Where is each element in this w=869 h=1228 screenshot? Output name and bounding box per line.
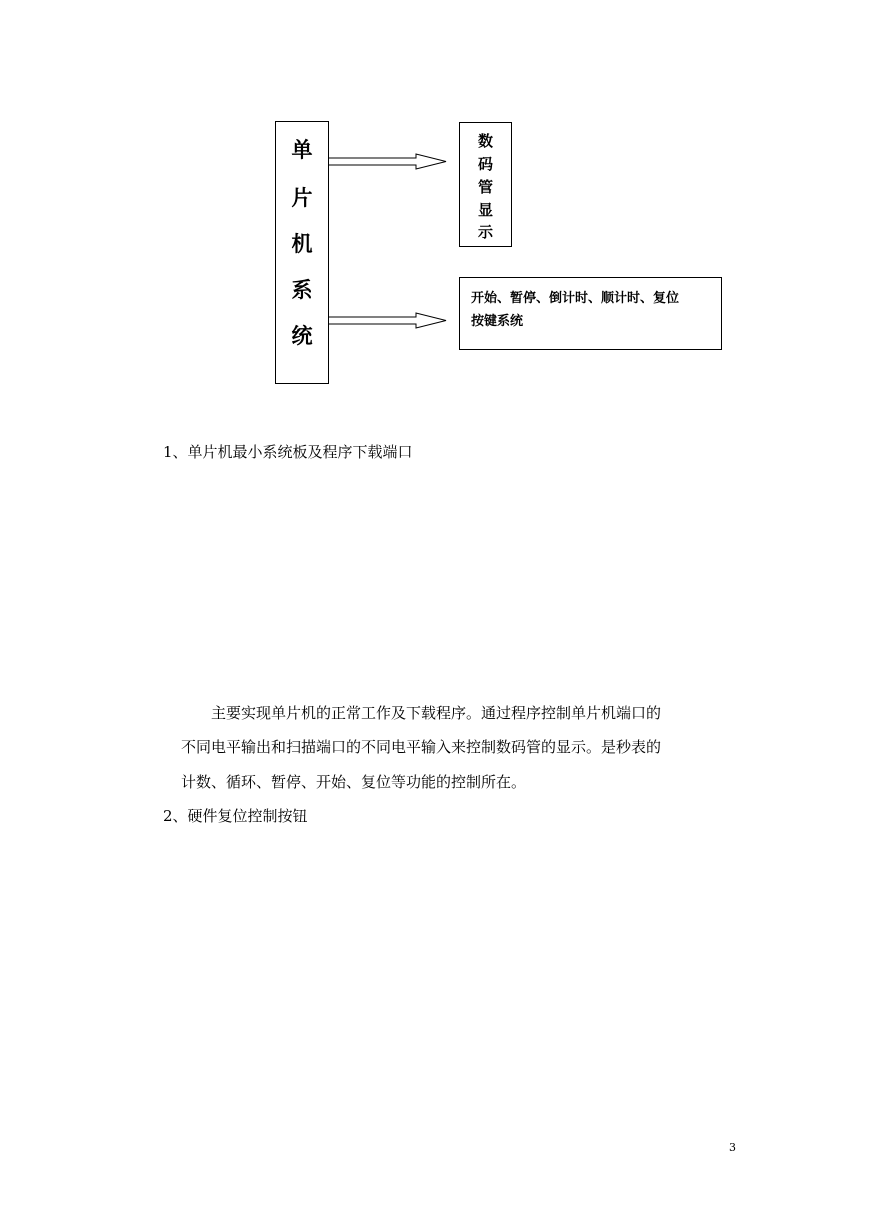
- display-label-char: 示: [477, 223, 493, 241]
- mcu-label-char: 机: [291, 232, 313, 256]
- section2-heading: 2、硬件复位控制按钮: [163, 807, 308, 825]
- display-label-char: 显: [477, 201, 493, 219]
- mcu-label-char: 片: [291, 186, 313, 210]
- display-label-char: 管: [477, 178, 493, 196]
- display-label-char: 码: [477, 155, 493, 173]
- page-number: 3: [729, 1141, 736, 1154]
- key-system-label-line: 开始、暂停、倒计时、顺计时、复位: [471, 291, 680, 306]
- mcu-label-char: 统: [291, 324, 313, 348]
- mcu-label-char: 单: [291, 138, 313, 162]
- display-label-char: 数: [477, 132, 493, 150]
- paragraph-line: 计数、循环、暂停、开始、复位等功能的控制所在。: [181, 773, 527, 791]
- paragraph-line: 不同电平输出和扫描端口的不同电平输入来控制数码管的显示。是秒表的: [181, 738, 662, 756]
- section1-heading: 1、单片机最小系统板及程序下载端口: [163, 443, 413, 461]
- mcu-label-char: 系: [291, 278, 313, 302]
- mcu-system-box: [275, 121, 329, 384]
- paragraph-line: 主要实现单片机的正常工作及下载程序。通过程序控制单片机端口的: [211, 704, 662, 722]
- display-box: [459, 122, 512, 247]
- key-system-label-line: 按键系统: [471, 314, 524, 329]
- arrow-to-keys: [328, 311, 450, 331]
- key-system-box: [459, 277, 722, 350]
- arrow-to-display: [328, 152, 450, 172]
